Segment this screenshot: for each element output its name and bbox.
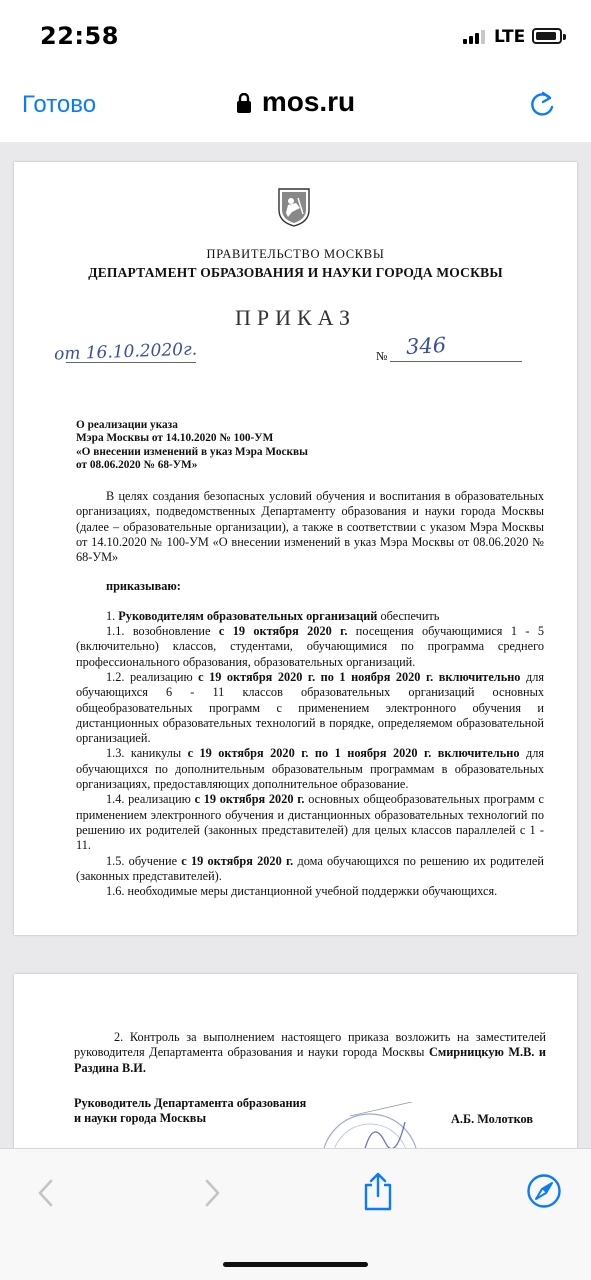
item-2: 2. Контроль за выполнением настоящего приказа возложить на заместителей руководителя Департамента образования и науки города Москвы Смирницкую М.В. и Раздина В.И. — [74, 1030, 547, 1075]
network-type: LTE — [494, 27, 526, 47]
signer-name: А.Б. Молотков — [451, 1112, 533, 1126]
home-indicator[interactable] — [223, 1262, 368, 1267]
number-underline — [390, 361, 522, 362]
forward-icon[interactable] — [200, 1177, 224, 1214]
date-underline — [66, 362, 196, 363]
handwritten-number: 346 — [405, 332, 447, 360]
signal-strength-icon — [463, 30, 489, 44]
subject-line: Мэра Москвы от 14.10.2020 № 100-УМ — [76, 432, 274, 445]
share-icon[interactable] — [362, 1171, 394, 1216]
reload-icon[interactable] — [528, 90, 556, 125]
item-1: 1. Руководителям образовательных организаций обеспечить — [106, 608, 440, 623]
document-title: ПРИКАЗ — [234, 305, 357, 330]
url-text: mos.ru — [261, 86, 356, 117]
browser-nav-bar — [0, 72, 591, 142]
department-name: ДЕПАРТАМЕНТ ОБРАЗОВАНИЯ И НАУКИ ГОРОДА МОСКВЫ — [88, 265, 503, 280]
item-1-6: 1.6. необходимые меры дистанционной учебной поддержки обучающихся. — [106, 884, 498, 899]
subject-line: «О внесении изменений в указ Мэра Москвы — [76, 445, 308, 458]
safari-compass-icon[interactable] — [526, 1173, 562, 1214]
item-1-2: 1.2. реализацию с 19 октября 2020 г. по 1 ноября 2020 г. включительно для обучающихся 6 - 11 классов образовательных организаций основных общеобразовательных программ с применением электронного обучения и дистанционных образовательных технологий в порядке, определяемом образовательной организацией. — [76, 669, 544, 746]
official-stamp — [310, 1102, 440, 1148]
document-page-2 — [14, 974, 577, 1148]
battery-icon — [532, 28, 562, 44]
moscow-coat-of-arms-icon — [276, 186, 312, 233]
number-label: № — [376, 349, 388, 363]
lock-icon — [236, 88, 252, 120]
item-1-1: 1.1. возобновление с 19 октября 2020 г. посещения обучающимися 1 - 5 (включительно) классов, студентами, обучающимися по программа среднего профессионального образования, образовательных организаций. — [76, 624, 544, 669]
done-button[interactable]: Готово — [22, 91, 97, 118]
status-bar — [0, 0, 591, 72]
status-time: 22:58 — [40, 22, 119, 50]
preamble-paragraph: В целях создания безопасных условий обучения и воспитания в образовательных организациях, подведомственных Департаменту образования и науки города Москвы (далее – образовательные организации), а также в соответствии с указом Мэра Москвы от 14.10.2020 № 100-УМ «О внесении изменений в указ Мэра Москвы от 08.06.2020 № 68-УМ» — [76, 489, 544, 565]
item-1-4: 1.4. реализацию с 19 октября 2020 г. основных общеобразовательных программ с применением электронного обучения и дистанционных образовательных технологий по решению их родителей (законных представителей) для целых классов параллелей с 1 - 11. — [76, 792, 544, 853]
document-page-1 — [14, 162, 577, 935]
order-word: приказываю: — [106, 579, 181, 594]
subject-line: О реализации указа — [76, 419, 178, 431]
document-viewer[interactable] — [0, 142, 591, 1148]
signer-title: Руководитель Департамента образования и науки города Москвы — [74, 1096, 307, 1126]
handwritten-date: от 16.10.2020г. — [53, 339, 198, 365]
order-subject — [76, 419, 376, 473]
address-bar[interactable] — [0, 86, 591, 120]
back-icon[interactable] — [34, 1177, 58, 1214]
browser-toolbar — [0, 1148, 591, 1280]
order-body — [76, 489, 544, 899]
government-name: ПРАВИТЕЛЬСТВО МОСКВЫ — [206, 247, 385, 261]
item-1-3: 1.3. каникулы с 19 октября 2020 г. по 1 ноября 2020 г. включительно для обучающихся по дополнительным образовательным программам в образовательных организациях, предоставляющих дополнительное образование. — [76, 746, 545, 792]
subject-line: от 08.06.2020 № 68-УМ» — [76, 459, 198, 472]
item-1-5: 1.5. обучение с 19 октября 2020 г. дома обучающихся по решению их родителей (законных представителей). — [76, 853, 544, 883]
